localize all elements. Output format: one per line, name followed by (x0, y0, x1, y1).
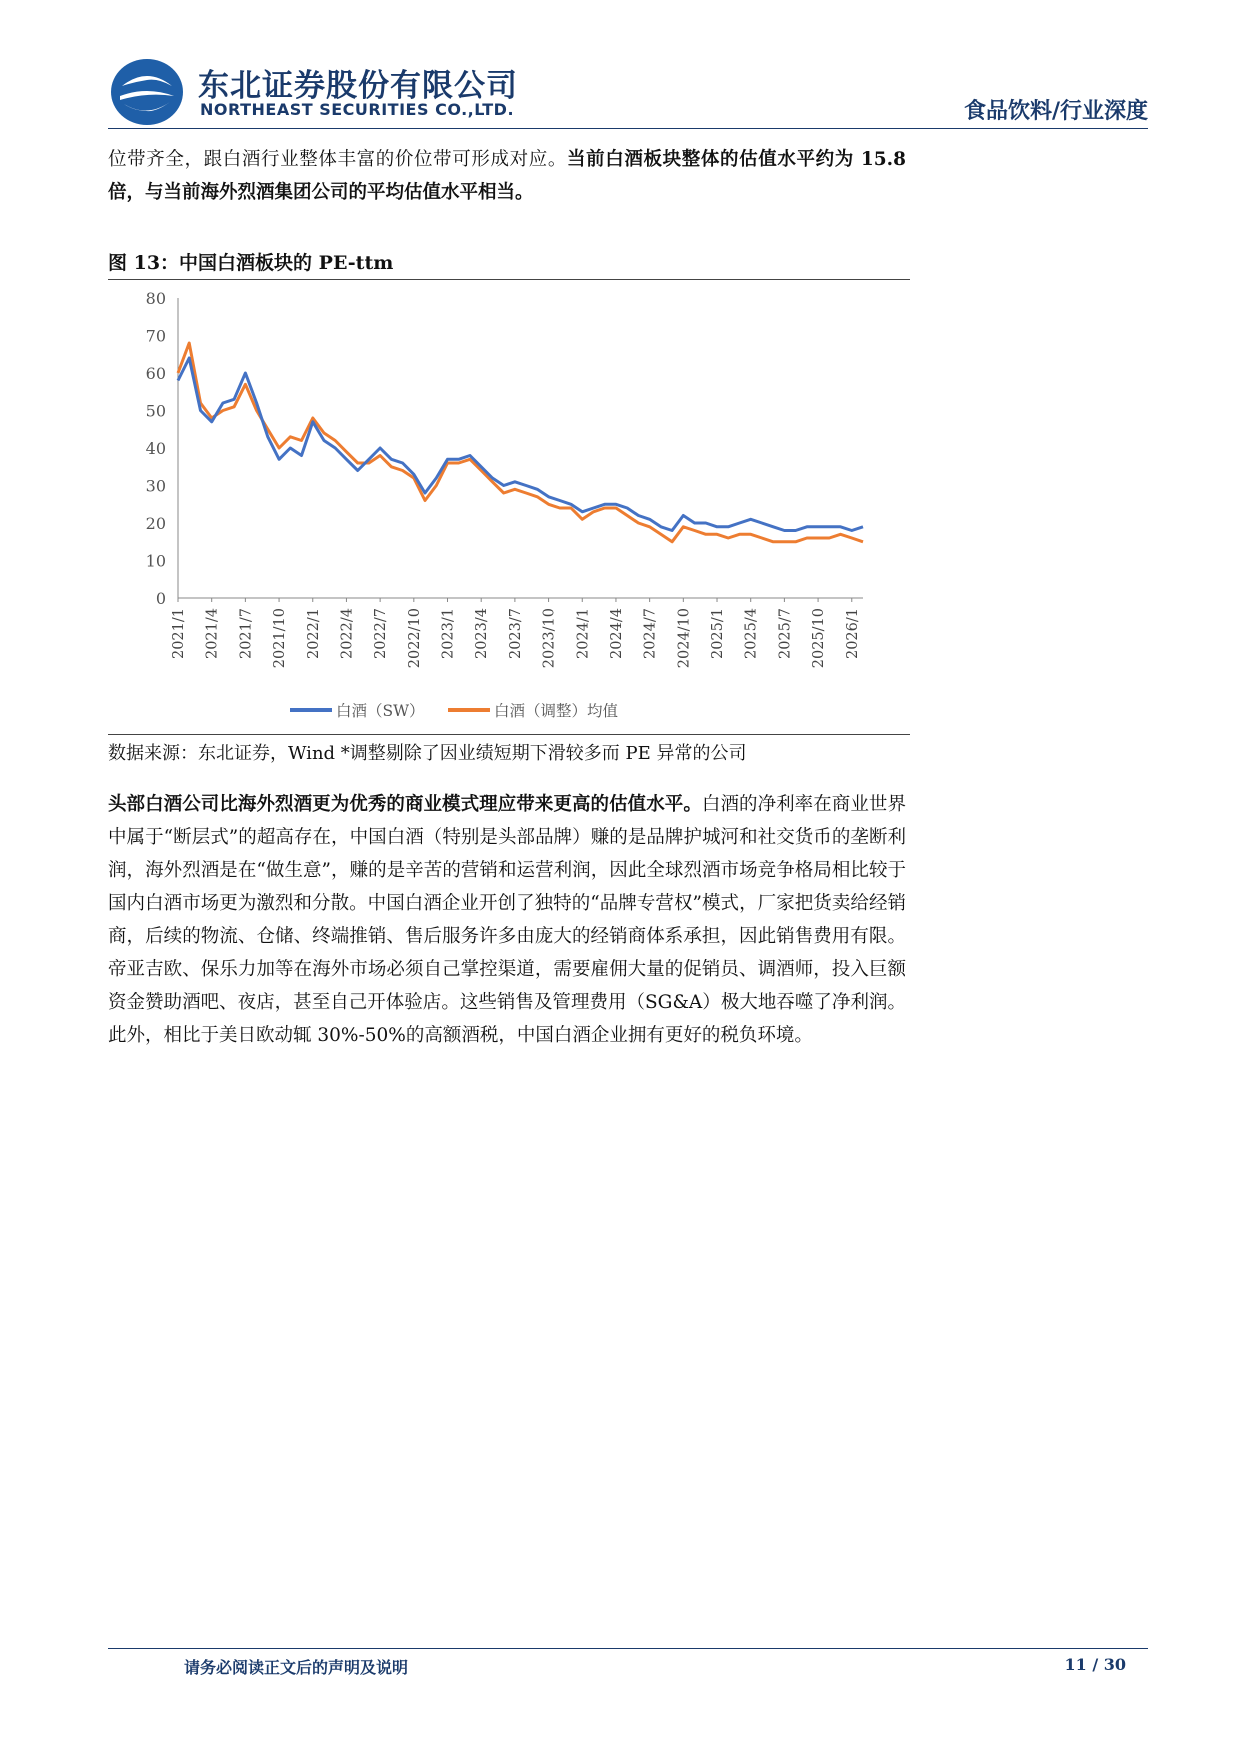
footer-disclaimer: 请务必阅读正文后的声明及说明 (184, 1658, 409, 1677)
y-tick-label: 70 (145, 326, 166, 346)
x-tick-label: 2024/1 (575, 608, 592, 660)
page-number: 11 / 30 (1064, 1655, 1126, 1674)
x-tick-label: 2024/7 (642, 608, 659, 660)
x-tick-label: 2021/4 (204, 608, 221, 660)
report-category: 食品饮料/行业深度 (963, 99, 1148, 124)
figure-title: 图 13：中国白酒板块的 PE-ttm (108, 252, 394, 274)
x-tick-label: 2022/10 (406, 608, 423, 669)
x-tick-label: 2024/10 (676, 608, 693, 669)
y-tick-label: 0 (155, 589, 166, 608)
x-tick-label: 2025/10 (811, 608, 828, 669)
legend-label-1: 白酒（调整）均值 (494, 702, 619, 720)
y-tick-label: 50 (145, 401, 166, 421)
figure-source: 数据来源：东北证券，Wind *调整剔除了因业绩短期下滑较多而 PE 异常的公司 (108, 743, 747, 764)
intro-text: 位带齐全，跟白酒行业整体丰富的价位带可形成对应。 (108, 149, 567, 170)
x-tick-label: 2023/7 (507, 608, 524, 660)
x-tick-label: 2023/10 (541, 608, 558, 669)
legend-label-0: 白酒（SW） (336, 702, 425, 720)
x-tick-label: 2025/4 (743, 608, 760, 660)
body-paragraph (108, 788, 906, 1052)
northeast-securities-logo-icon (108, 56, 186, 128)
pe-ttm-line-chart (108, 282, 910, 732)
page-header (108, 56, 1148, 128)
x-tick-label: 2024/4 (608, 608, 625, 660)
header-divider (108, 128, 1148, 129)
series-line-1 (178, 343, 863, 542)
intro-bold-text: 当前白酒板块整体的估值水平约为 15.8 倍，与当前海外烈酒集团公司的平均估值水平相当。 (108, 149, 906, 203)
figure-top-rule (108, 279, 910, 280)
figure-bottom-rule (108, 734, 910, 735)
footer-divider (108, 1648, 1148, 1649)
x-tick-label: 2026/1 (844, 608, 861, 660)
body-text: 白酒的净利率在商业世界中属于“断层式”的超高存在，中国白酒（特别是头部品牌）赚的是品牌护城河和社交货币的垄断利润，海外烈酒是在“做生意”，赚的是辛苦的营销和运营利润，因此全球烈酒市场竞争格局相比较于国内白酒市场更为激烈和分散。中国白酒企业开创了独特的“品牌专营权”模式，厂家把货卖给经销商，后续的物流、仓储、终端推销、售后服务许多由庞大的经销商体系承担，因此销售费用有限。帝亚吉欧、保乐力加等在海外市场必须自己掌控渠道，需要雇佣大量的促销员、调酒师，投入巨额资金赞助酒吧、夜店，甚至自己开体验店。这些销售及管理费用（SG&A）极大地吞噬了净利润。此外，相比于美日欧动辄 30%-50%的高额酒税，中国白酒企业拥有更好的税负环境。 (108, 794, 906, 1046)
y-tick-label: 30 (145, 476, 166, 496)
x-tick-label: 2021/1 (171, 608, 187, 660)
x-tick-label: 2022/1 (305, 608, 322, 660)
x-tick-label: 2021/10 (272, 608, 289, 669)
x-tick-label: 2022/4 (339, 608, 356, 660)
y-tick-label: 20 (145, 514, 166, 533)
y-tick-label: 60 (145, 364, 166, 383)
x-tick-label: 2023/4 (474, 608, 491, 660)
y-tick-label: 10 (145, 551, 166, 571)
x-tick-label: 2023/1 (440, 608, 457, 660)
x-tick-label: 2022/7 (373, 608, 390, 660)
body-bold-lead: 头部白酒公司比海外烈酒更为优秀的商业模式理应带来更高的估值水平。 (108, 794, 702, 815)
x-tick-label: 2021/7 (238, 608, 255, 660)
company-name-en: NORTHEAST SECURITIES CO.,LTD. (200, 100, 515, 119)
intro-paragraph (108, 143, 906, 209)
y-tick-label: 40 (145, 439, 166, 458)
x-tick-label: 2025/7 (777, 608, 794, 660)
y-tick-label: 80 (145, 289, 166, 308)
company-name-cn: 东北证券股份有限公司 (198, 68, 518, 104)
x-tick-label: 2025/1 (710, 608, 727, 660)
